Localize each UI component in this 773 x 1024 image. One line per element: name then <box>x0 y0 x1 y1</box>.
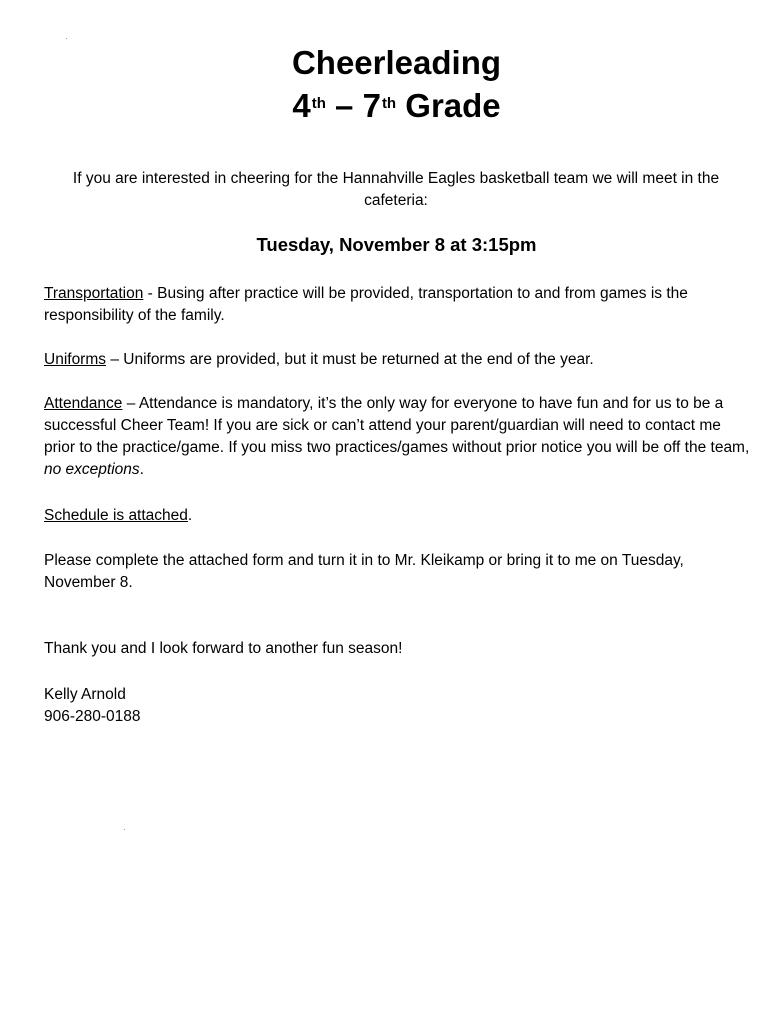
attendance-emphasis: no exceptions <box>44 461 140 478</box>
signoff-block <box>44 684 756 728</box>
grade-end-suffix: th <box>381 95 397 112</box>
schedule-paragraph <box>44 505 756 527</box>
meeting-time: Tuesday, November 8 at 3:15pm <box>256 234 537 255</box>
grade-start: 4 <box>292 87 311 124</box>
grade-start-suffix: th <box>311 95 326 112</box>
transportation-paragraph <box>44 283 756 327</box>
grade-dash: – <box>335 87 354 124</box>
attendance-text: – Attendance is mandatory, it’s the only way for everyone to have fun and for us to be a successful Cheer Team! If you are sick or can’t attend your parent/guardian will need to contact me prior to the practice/game. If you miss two practices/games without prior notice you will be off the team, <box>44 395 750 456</box>
intro-paragraph: If you are interested in cheering for the Hannahville Eagles basketball team we will meet in the cafeteria: <box>72 170 720 209</box>
schedule-label: Schedule is attached <box>44 507 188 524</box>
transportation-label: Transportation <box>44 285 144 302</box>
signoff-name: Kelly Arnold <box>44 686 126 703</box>
form-paragraph: Please complete the attached form and turn it in to Mr. Kleikamp or bring it to me on Tuesday, November 8. <box>44 552 684 591</box>
title-heading <box>0 43 773 83</box>
transportation-text: - Busing after practice will be provided, transportation to and from games is the responsibility of the family. <box>44 285 688 324</box>
grade-word: Grade <box>405 87 501 124</box>
uniforms-label: Uniforms <box>44 351 107 368</box>
attendance-paragraph <box>44 393 756 481</box>
signoff-phone: 906-280-0188 <box>44 708 141 725</box>
grade-end: 7 <box>362 87 381 124</box>
scan-speck <box>66 38 67 39</box>
attendance-end: . <box>139 461 144 478</box>
grade-heading <box>0 86 773 126</box>
title-text: Cheerleading <box>291 44 502 81</box>
attendance-label: Attendance <box>44 395 123 412</box>
scan-speck <box>124 829 125 830</box>
uniforms-paragraph <box>44 349 756 371</box>
thanks-paragraph: Thank you and I look forward to another fun season! <box>44 640 403 657</box>
schedule-end: . <box>187 507 193 524</box>
uniforms-text: – Uniforms are provided, but it must be returned at the end of the year. <box>106 351 594 368</box>
